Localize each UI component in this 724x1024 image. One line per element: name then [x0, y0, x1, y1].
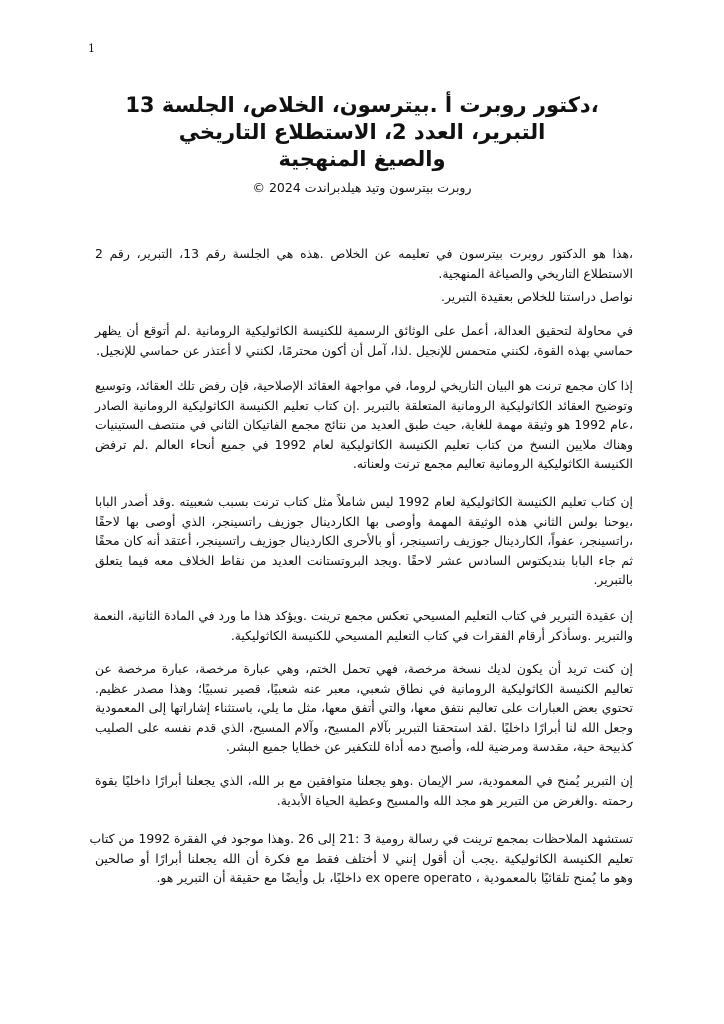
paragraph-line: حماسي بهذه القوة، لكنني متحمس للإنجيل .لذا، آمل أن أكون محترمًا، لكنني لا أعتذر عن حماسي للإنجيل. — [96, 342, 633, 358]
title-line: والصيغ المنهجية — [278, 147, 446, 171]
paragraph-line: ،راتسينجر، عفواً، الكاردينال جوزيف راتسينجر، أو بالأحرى الكاردينال جوزيف راتسينجر، أعتقد أنه كان محقًا — [95, 533, 633, 549]
paragraph — [95, 771, 633, 810]
paragraph-line: إن كنت تريد أن يكون لديك نسخة مرخصة، فهي تحمل الختم، وهي عبارة مرخصة، عبارة مرخصة عن — [95, 661, 633, 676]
paragraph — [95, 376, 633, 474]
paragraph-line: نواصل دراستنا للخلاص بعقيدة التبرير. — [441, 289, 633, 304]
paragraph — [95, 287, 633, 307]
paragraph-line: الاستطلاع التاريخي والصياغة المنهجية. — [438, 265, 633, 281]
paragraph-line: ،يوحنا بولس الثاني هذه الوثيقة المهمة وأوصى بها الكاردينال جوزيف راتسينجر، الذي أوصى بها لاحقًا — [95, 513, 633, 529]
paragraph-line: بالتبرير. — [593, 572, 633, 588]
paragraph-line: ،عام 1992 هو وثيقة مهمة للغاية، حيث طبق العديد من نتائج مجمع الفاتيكان الثاني في منتصف الستينيات — [95, 417, 633, 433]
paragraph-line: إذا كان مجمع ترنت هو البيان التاريخي لروما، في مواجهة العقائد الإصلاحية، فإن رفض تلك العقائد، وتوسيع — [95, 378, 633, 393]
paragraph — [95, 244, 633, 283]
paragraph — [89, 829, 633, 888]
paragraph-line: وهو ما يُمنح تلقائيًا بالمعمودية ، ex opere operato داخليًا، بل وأيضًا مع حقيقة أن التبرير هو. — [156, 870, 633, 886]
paragraph-line: والتبرير .وسأذكر أرقام الفقرات في كتاب التعليم المسيحي للكنيسة الكاثوليكية. — [230, 627, 633, 643]
paragraph-line: إن عقيدة التبرير في كتاب التعليم المسيحي تعكس مجمع ترينت .ويؤكد هذا ما ورد في المادة الثانية، النعمة — [93, 608, 633, 623]
paragraph-line: كذبيحة حية، مقدسة ومرضية لله، وأصبح دمه أداة للتكفير عن خطايا جميع البشر. — [225, 739, 633, 755]
paragraph — [95, 659, 633, 757]
paragraph-line: في محاولة لتحقيق العدالة، أعمل على الوثائق الرسمية للكنيسة الكاثوليكية الرومانية .لم أتوقع أن يظهر — [95, 323, 633, 338]
paragraph-line: إن كتاب تعليم الكنيسة الكاثوليكية لعام 1992 ليس شاملاً مثل كتاب ترنت بسبب شعبيته .وقد أصدر البابا — [95, 494, 633, 509]
paragraph-line: ثم جاء البابا بنديكتوس السادس عشر لاحقًا .ويجد البروتستانت العديد من نقاط الخلاف معه فيما يتعلق — [95, 552, 633, 568]
paragraph-line: رحمته .والغرض من التبرير هو مجد الله والمسيح وعطية الحياة الأبدية. — [276, 792, 633, 808]
paragraph-line: تستشهد الملاحظات بمجمع ترينت في رسالة رومية 3 :21 إلى 26 .وهذا موجود في الفقرة 1992 من كتاب — [89, 831, 633, 846]
paragraph-line: تعاليم الكنيسة الكاثوليكية الرومانية في نطاق شعبي، معبر عنه شعبيًا، قصير نسبيًا؛ وهذا مصدر عظيم. — [95, 680, 633, 696]
title-line: التبرير، العدد 2، الاستطلاع التاريخي — [178, 120, 546, 144]
document-title — [90, 92, 634, 173]
paragraph — [95, 321, 633, 360]
page-number: 1 — [88, 42, 95, 55]
paragraph-line: وهناك ملايين النسخ من كتاب تعليم الكنيسة الكاثوليكية لعام 1992 في جميع أنحاء العالم .لم ترفض — [95, 436, 634, 452]
title-line: ،دكتور روبرت أ .بيترسون، الخلاص، الجلسة 13 — [125, 93, 599, 117]
paragraph — [95, 606, 633, 645]
paragraph-line: تعليم الكنيسة الكاثوليكية .يجب أن أقول إنني لا أختلف فقط مع فكرة أن الله يجعلنا أبرارًا أو صالحين — [95, 850, 633, 866]
paragraph — [95, 492, 633, 590]
paragraph-line: وجعل الله لنا أبرارًا داخليًا .لقد استحقنا التبرير بآلام المسيح، وآلام المسيح، الذي قدم نفسه على الصليب — [95, 719, 633, 735]
paragraph-line: الكنيسة الكاثوليكية الرومانية تعاليم مجمع ترنت ولعناته. — [352, 456, 633, 472]
paragraph-line: ،هذا هو الدكتور روبرت بيترسون في تعليمه عن الخلاص .هذه هي الجلسة رقم 13، التبرير، رقم 2 — [95, 246, 633, 261]
copyright-line: روبرت بيترسون وتيد هيلدبراندت 2024 © — [252, 180, 472, 195]
paragraph-line: وتوضيح العقائد الكاثوليكية الرومانية المتعلقة بالتبرير .إن كتاب تعليم الكنيسة الكاثوليكية الرومانية الصادر — [95, 397, 633, 413]
paragraph-line: تحتوي بعض العبارات على تعاليم نتفق معها، والتي أتفق معها، مثل ما يلي، باستثناء إشاراتها إلى المعمودية — [95, 700, 633, 716]
paragraph-line: إن التبرير يُمنح في المعمودية، سر الإيمان .وهو يجعلنا متوافقين مع بر الله، الذي يجعلنا أبرارًا داخليًا بقوة — [95, 773, 633, 788]
